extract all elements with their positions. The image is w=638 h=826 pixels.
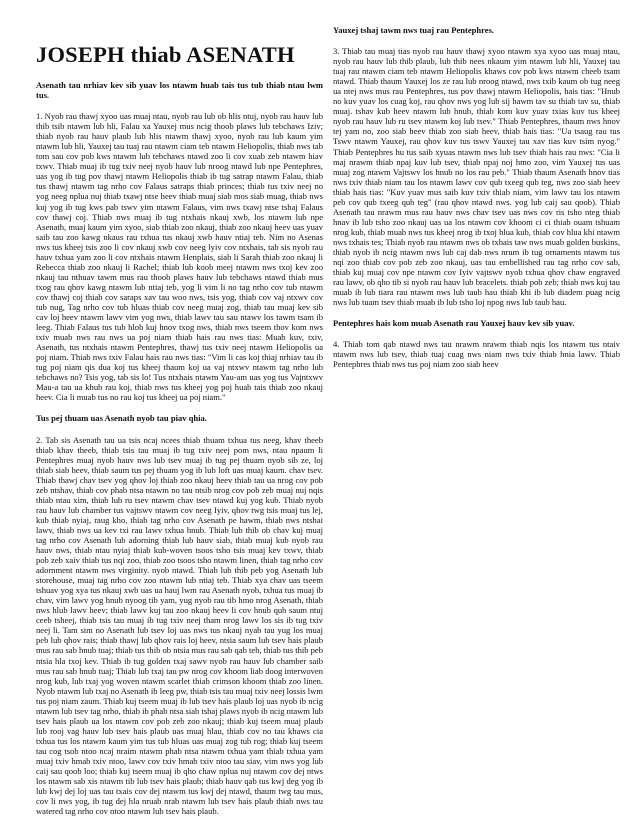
paragraph-4: 4. Thiab tom qab ntawd nws tau nrawm nrawm thiab nqis los ntawm tus ntaiv ntawm nws lub tsev, thiab tuaj cuag nws niam nws txiv thiab hnia lawv. Thiab Pentephres thiab nws tus poj niam zoo siab heev xyxy=(333,339,620,370)
chapter-2-heading: Tus pej thuam uas Asenath nyob tau piav qhia. xyxy=(36,413,207,424)
chapter-4-heading: Pentephres hais kom muab Asenath rau Yauxej hauv kev sib yuav. xyxy=(333,318,575,329)
paragraph-1: 1. Nyob rau thawj xyoo uas muaj ntau, nyob rau lub ob hlis ntuj, nyob rau hauv lub thib tsib ntawm lub hli, Falau xa Yauxej mus ncig thoob plaws lub tebchaws Iziv; thiab nyob rau hauv plaub lub hlis ntawm thawj xyoo, nyob rau lub kaum yim ntawm lub hli, Yauxej tau tuaj rau ntawm ciam teb ntawm Heliopolis, thiab nws tab tom sau cov pob kws ntawm lub tebchaws ntawd zoo li cov xuab zeb ntawm hiav txwv. Thiab muaj ib tug txiv neej nyob hauv lub nroog ntawd lub npe Pentephres, uas yog ib tug pov thawj ntawm Heliopolis thiab ib tug satrap ntawm Falau, thiab tus thawj ntawm tag nrho cov Falaus satraps thiab princes; thiab tus txiv neej no yog neeg nplua nuj thiab txawj ntse heev thiab muaj siab mos siab muag, thiab nws kuj yog ib tug kws pab tswv yim ntawm Falaus, vim nws txawj ntse tshaj Falaus cov thawj coj. Thiab nws muaj ib tug ntxhais nkauj xwb, los ntawm lub npe Asenath, muaj kaum yim xyoo, siab thiab zoo nkauj, thiab zoo nkauj heev uas yuav saib tau zoo kawg nkaus rau txhua tus nkauj xwb hauv ntiaj teb. Nim no Asenas nws tus kheej tsis zoo li cov nkauj xwb cov neeg lyiv cov ntxhais, tab sis nyob rau hauv txhua yam zoo li cov ntxhais ntawm Henplais, siab li Sarah thiab zoo nkauj li Rebecca thiab zoo nkauj li Rachel; thiab lub koob meej ntawm nws txoj kev zoo nkauj tau nthuav tawm mus rau thoob plaws hauv lub tebchaws ntawd thiab mus txog rau qhov kawg ntawm lub ntiaj teb, yog li vim li no tag nrho cov tub ntawm cov thawj coj thiab cov saraps xav tau woo nws, tsis yog, thiab cov vaj ntxwv cov tub nug, Tag nrho cov tub hluas thiab cov neeg muaj zog, thiab tau muaj kev sib cav loj heev ntawm lawv vim yog nws, thiab lawv tau sau ntawv los tawm tsam ib leeg. Thiab Falaus tus tub hlob kuj hnov txog nws, thiab nws tseem thov kom nws txiv muab nws rau nws ua poj niam thiab hais rau nws tias: Muab kuv, txiv, Asenath, tus ntxhais ntawm Pentephres, thawj tus txiv neej ntawm Heliopolis ua poj niam. Thiab nws txiv Falau hais rau nws tias: "Vim li cas koj thiaj nrhiav tau ib tug poj niam qis dua koj tus kheej thaum koj ua vaj ntxwv ntawm tag nrho lub tebchaws no? Tsis yog, tab sis lo! Tus ntxhais ntawm Yau-am uas yog tus Vajntxwv Mau-a tau ua khub rau koj, thiab nws tus kheej yog poj huab tais thiab zoo nkauj heev. Cia li muab tus no rau koj tus kheej ua poj niam." xyxy=(36,111,323,403)
document-title: JOSEPH thiab ASENATH xyxy=(36,42,295,67)
left-column xyxy=(36,14,323,818)
paragraph-2: 2. Tab sis Asenath tau ua tsis ncaj ncees thiab thuam txhua tus neeg, khav theeb thiab khav theeb, thiab tsis tau muaj ib tug txiv neej pom nws, ntau npaum li Pentephres muaj nyob hauv nws lub tsev muaj ib tug pej thuam nyob sib ze, loj thiab siab heev, thiab saum tus pej thuam yog ib lub loft uas muaj kaum. chav tsev. Thiab thawj chav tsev yog qhov loj thiab zoo nkauj heev thiab tau ua nrog cov pob zeb ntshav, thiab cov phab ntsa ntawm no tau ntsib nrog cov pob zeb muaj nuj nqis thiab ntau xim, thiab lub ru tsev ntawm chav tsev ntawd kuj yog kub. Thiab nyob rau hauv lub chamber tus vajtswv ntawm cov neeg Iyiv, qhov twg tsis muaj tus lej, kub thiab nyiaj, raug kho, thiab tag nrho cov Asenath pe hawm, thiab nws ntshai lawv, thiab nws ua kev txi rau lawv txhua hnub. Thiab lub thib ob chav kuj muaj tag nrho cov Asenath lub adorning thiab lub hauv siab, thiab muaj kub nyob rau hauv nws, thiab ntau nyiaj thiab kub-woven tsoos tsho tsis muaj kev txwv, thiab pob zeb xaiv thiab tus nqi zoo, thiab zoo tsoos tsho ntawm linen, thiab tag nrho cov adornment ntawm nws virginity. nyob ntawd. Thiab lub thib peb yog Asenath lub storehouse, muaj tag nrho cov zoo ntawm lub ntiaj teb. Thiab xya chav uas tseem tshuav yog xya tus nkauj xwb uas ua hauj lwm rau Asenath nyob, txhua tus muaj ib chav, vim lawv yog hnub nyoog tib yam, yug nyob rau tib hmo nrog Asenath, thiab nws hlub lawv heev; thiab lawv kuj tau zoo nkauj heev li cov hnub qub saum ntuj ceeb tsheej, thiab tsis tau muaj ib tug txiv neej tham nrog lawv los sis ib tug txiv neej li. Tam sim no Asenath lub tsev loj uas nws tus nkauj nyab tau yug los muaj peb lub qhov rais; thiab thawj lub qhov rais loj heev, ntsia saum lub tsev hais plaub mus rau sab hnub tuaj; thiab tus thib ob ntsia mus rau sab qab teb, thiab tus thib peb ntsia hla txoj kev. Thiab ib tug golden txaj sawv nyob rau hauv lub chamber saib mus rau sab hnub tuaj; Thiab lub txaj tau pw nrog cov khoom liab doog interwoven nrog kub, lub txaj yog woven ntawm scarlet thiab crimson khoom thiab zoo linen. Nyob ntawm lub txaj no Asenath ib leeg pw, thiab tsis tau muaj txiv neej lossis lwm tus poj niam zaum. Thiab kuj tseem muaj ib lub tsev hais plaub loj uas nyob ib ncig ntawm lub tsev tag nrho, thiab ib phab ntsa siab tshaj plaws nyob ib ncig ntawm lub tsev hais plaub ua los ntawm cov pob zeb zoo nkauj; thiab kuj tseem muaj plaub lub rooj vag hauv lub tsev hais plaub uas muaj hlau, thiab cov no tau khaws cia txhua tus los ntawm kaum yim tus tub hluas uas muaj zog tub rog; thiab kuj tseem tau cog tsob ntoo ncaj nraim ntawm phab ntsa ntawm txhua yam thiab txhua yam muaj txiv hmab txiv ntoo, lawv cov txiv hmab txiv ntoo tau siav, vim nws yog lub caij sau qoob loo; thiab kuj tseem muaj ib qho chaw nplua nuj ntawm cov dej ntws los ntawm sab xis ntawm tib lub tsev hais plaub; thiab hauv qab tus kwj deg yog ib lub kwj dej loj uas tau txais cov dej ntawm tus kwj dej ntawd, thaum twg tau mus, cov li nws yog, ib tug dej hla nruab nrab ntawm lub tsev hais plaub thiab nws tau watered tag nrho cov ntoo ntawm lub tsev hais plaub. xyxy=(36,434,323,817)
right-column xyxy=(333,14,620,818)
chapter-3-heading: Yauxej tshaj tawm nws tuaj rau Pentephres. xyxy=(333,25,495,35)
chapter-1-heading: Asenath tau nrhiav kev sib yuav los ntawm huab tais tus tub thiab ntau lwm tus. xyxy=(36,80,323,101)
paragraph-3: 3. Thiab tau muaj tias nyob rau hauv thawj xyoo ntawm xya xyoo uas muaj ntau, nyob rau hauv lub thib plaub, lub thib nees nkaum yim ntawm lub hli, Yauxej tau tuaj rau ntawm ciam teb ntawm Heliopolis khaws cov pob kws ntawm cheeb tsam ntawd. Thiab thaum Yauxej los ze rau lub nroog ntawd, nws txib kaum ob tug neeg ua ntej nws mus rau Pentephres, tus pov thawj ntawm Heliopolis, hais tias: "Hnub no kuv yuav los cuag koj, rau qhov nws yog lub sij hawm tav su thiab tav su, thiab muaj. tshav kub heev ntawm lub hnub, thiab kom kuv yuav txias kuv tus kheej nyob rau hauv lub ru tsev ntawm koj lub tsev." Thiab Pentephres, thaum nws hnov tej yam no, zoo siab heev thiab zoo siab heev, thiab hais tias: "Ua tsaug rau tus Tswv ntawm Yauxej, rau qhov kuv tus tswv Yauxej tau xav tias kuv tsim nyog." Thiab Pentephres hu tus saib xyuas ntawm nws lub tsev thiab hais rau nws: "Cia li maj nrawm thiab npaj kuv lub tsev, thiab npaj noj hmo zoo, vim Yauxej tus uas muaj zog ntawm Vajtswv los hnub no los rau peb." Thiab thaum Asenath hnov tias nws txiv thiab niam tau los ntawm lawv cov qub txeeg qub teg, nws zoo siab heev thiab hais tias: "Kuv yuav mus saib kuv txiv thiab niam, vim lawv tau los ntawm peb cov qub txeeg qub teg" (rau qhov ntawd nws. yog lub caij sau qoob). Thiab Asenath tau nrawm mus rau hauv nws chav tsev uas nws cov ris tsho nteg thiab hnav ib lub tsho zoo nkauj uas ua los ntawm cov khoom ci ci thiab ouam tshuam nrog kub, thiab muab nws tus kheej nrog ib txoj hlua kub, thiab cov hlua khi ntawm nws txhais tes; Thiab nyob rau ntawm nws ob txhais taw nws muab golden buskins, thiab nyob ib ncig ntawm nws lub caj dab nws nrum ib tug ornaments ntawm tus nqi zoo thiab cov pob zeb zoo nkauj, uas tau embellished rau tag nrho cov sab, thiab kuj muaj cov npe ntawm cov Iyiv vajtswv nyob txhua qhov chaw engraved rau lawv, ob qho tib si nyob rau hauv lub bracelets. thiab pob zeb; thiab nws kuj tau muab ib lub tiara rau ntawm nws lub taub hau thiab khi ib lub diadem puag ncig nws lub tuam tsev thiab muab ib lub tsho loj npog nws lub taub hau. xyxy=(333,46,620,308)
